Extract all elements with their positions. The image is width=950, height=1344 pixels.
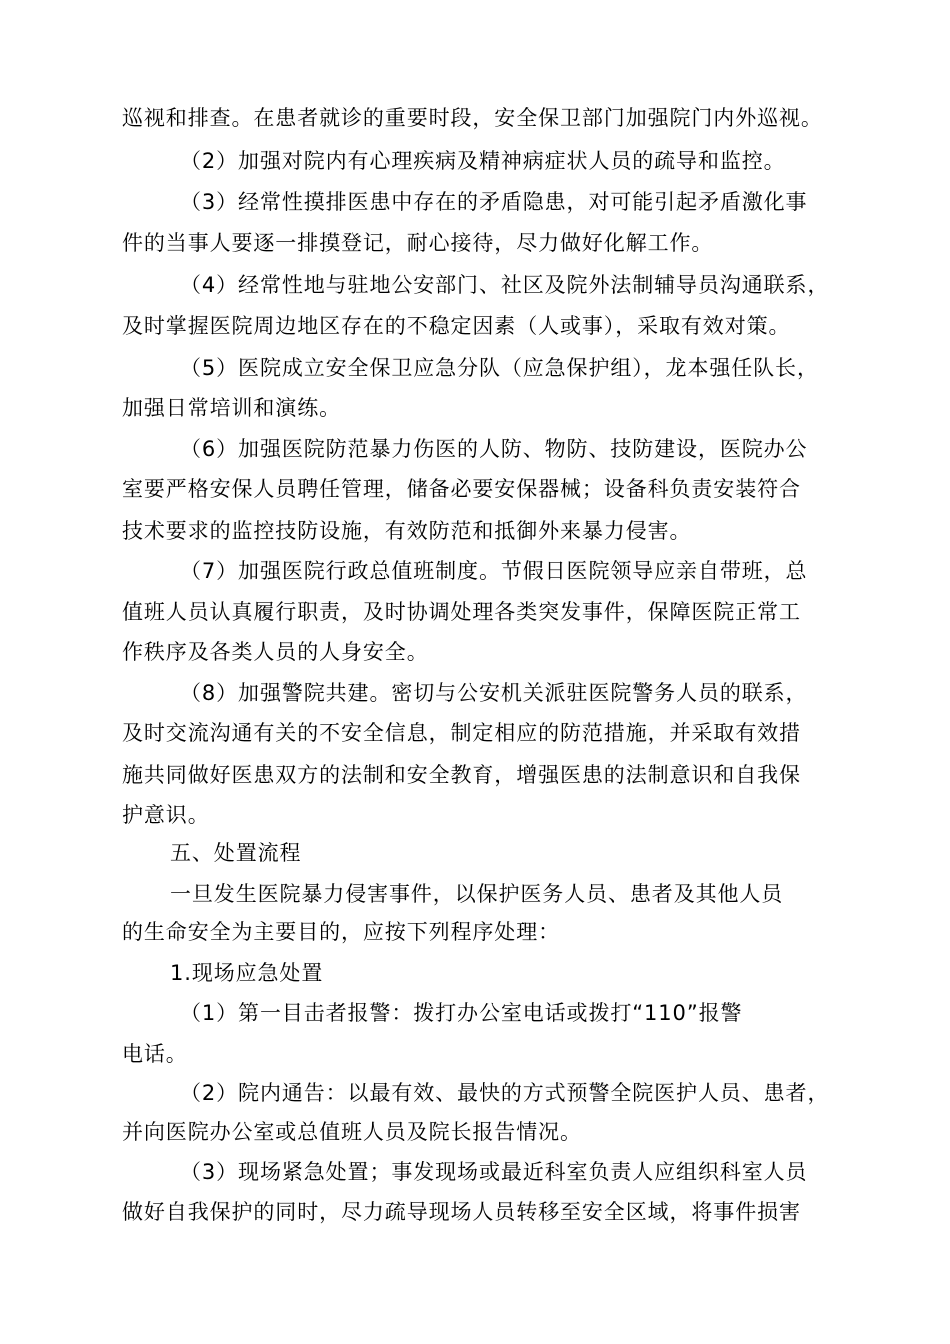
- text-line: 及时交流沟通有关的不安全信息，制定相应的防范措施，并采取有效措: [122, 721, 801, 745]
- text-line: （3）经常性摸排医患中存在的矛盾隐患，对可能引起矛盾激化事: [180, 190, 808, 214]
- text-line: 并向医院办公室或总值班人员及院长报告情况。: [122, 1120, 582, 1144]
- text-line: 技术要求的监控技防设施，有效防范和抵御外来暴力侵害。: [122, 519, 692, 543]
- text-line: 巡视和排查。在患者就诊的重要时段，安全保卫部门加强院门内外巡视。: [122, 106, 823, 130]
- text-line: 室要严格安保人员聘任管理，储备必要安保器械；设备科负责安装符合: [122, 477, 801, 501]
- text-line: （7）加强医院行政总值班制度。节假日医院领导应亲自带班，总: [180, 559, 808, 583]
- text-line: （1）第一目击者报警：拨打办公室电话或拨打“110”报警: [180, 1001, 743, 1025]
- section-heading: 五、处置流程: [170, 841, 302, 865]
- text-line: （2）加强对院内有心理疾病及精神病症状人员的疏导和监控。: [180, 149, 786, 173]
- text-line: 做好自我保护的同时，尽力疏导现场人员转移至安全区域，将事件损害: [122, 1200, 801, 1224]
- text-line: 的生命安全为主要目的，应按下列程序处理：: [122, 920, 560, 944]
- text-line: （6）加强医院防范暴力伤医的人防、物防、技防建设，医院办公: [180, 437, 808, 461]
- text-line: 件的当事人要逐一排摸登记，耐心接待，尽力做好化解工作。: [122, 231, 714, 255]
- text-line: （5）医院成立安全保卫应急分队（应急保护组），龙本强任队长，: [180, 356, 819, 380]
- text-line: 值班人员认真履行职责，及时协调处理各类突发事件，保障医院正常工: [122, 600, 801, 624]
- text-line: （8）加强警院共建。密切与公安机关派驻医院警务人员的联系，: [180, 681, 808, 705]
- text-line: 及时掌握医院周边地区存在的不稳定因素（人或事），采取有效对策。: [122, 314, 791, 338]
- text-line: （3）现场紧急处置；事发现场或最近科室负责人应组织科室人员: [180, 1160, 808, 1184]
- subsection-heading: 1.现场应急处置: [170, 961, 324, 985]
- text-line: 施共同做好医患双方的法制和安全教育，增强医患的法制意识和自我保: [122, 763, 801, 787]
- text-line: （2）院内通告：以最有效、最快的方式预警全院医护人员、患者，: [180, 1081, 830, 1105]
- text-line: 一旦发生医院暴力侵害事件，以保护医务人员、患者及其他人员: [170, 882, 784, 906]
- text-line: 加强日常培训和演练。: [122, 396, 341, 420]
- text-line: （4）经常性地与驻地公安部门、社区及院外法制辅导员沟通联系，: [180, 273, 830, 297]
- text-line: 作秩序及各类人员的人身安全。: [122, 640, 429, 664]
- text-line: 护意识。: [122, 803, 210, 827]
- text-line: 电话。: [122, 1042, 188, 1066]
